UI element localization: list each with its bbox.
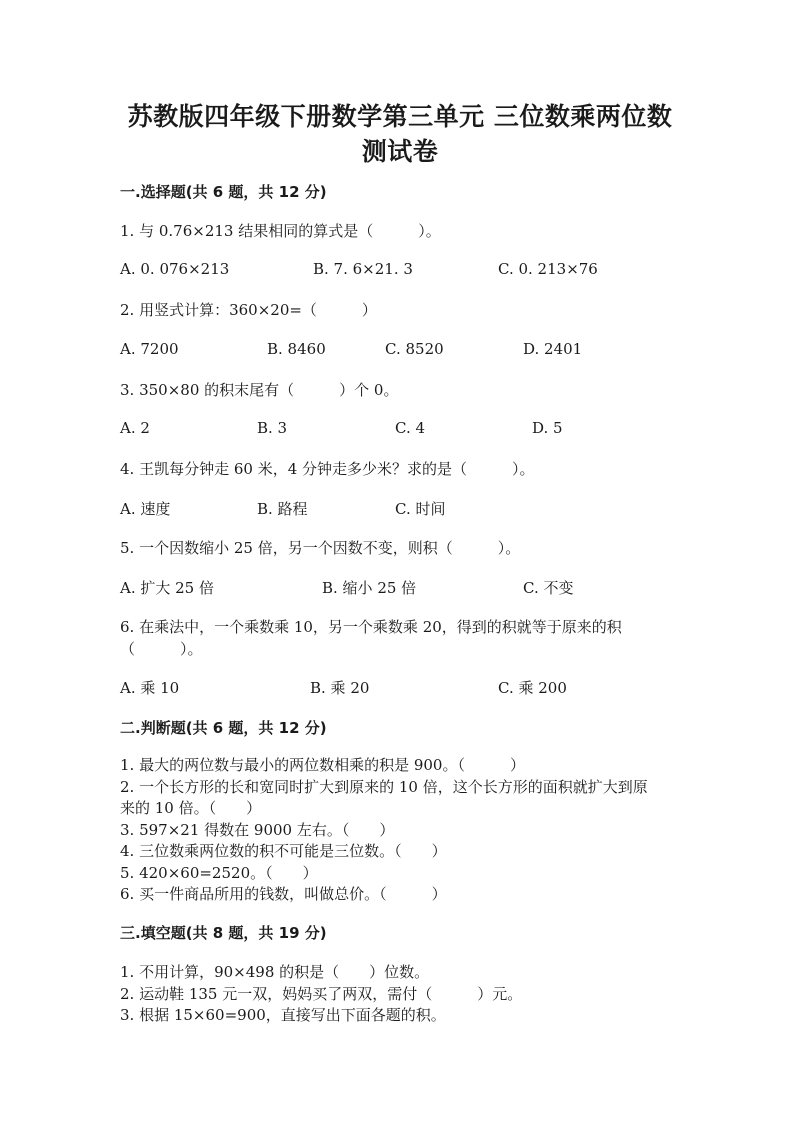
option-c: C. 乘 200 — [498, 679, 567, 697]
judge-item: 5. 420×60=2520。（ ） — [120, 864, 318, 882]
section-heading-fill: 三.填空题(共 8 题，共 19 分) — [120, 924, 327, 942]
option-c: C. 不变 — [523, 579, 574, 597]
fill-item: 1. 不用计算，90×498 的积是（ ）位数。 — [120, 963, 430, 981]
option-a: A. 速度 — [120, 500, 171, 518]
judge-item: 2. 一个长方形的长和宽同时扩大到原来的 10 倍，这个长方形的面积就扩大到原 — [120, 778, 648, 796]
question-stem-continued: （ ）。 — [120, 640, 203, 658]
option-d: D. 2401 — [523, 340, 583, 358]
question-stem: 6. 在乘法中，一个乘数乘 10，另一个乘数乘 20，得到的积就等于原来的积 — [120, 618, 622, 636]
option-b: B. 缩小 25 倍 — [322, 579, 417, 597]
option-b: B. 乘 20 — [310, 679, 370, 697]
option-b: B. 3 — [257, 419, 288, 437]
question-stem: 2. 用竖式计算：360×20=（ ） — [120, 301, 377, 319]
judge-item-continued: 来的 10 倍。（ ） — [120, 799, 262, 817]
fill-item: 3. 根据 15×60=900，直接写出下面各题的积。 — [120, 1006, 446, 1024]
option-a: A. 乘 10 — [120, 679, 180, 697]
section-heading-choice: 一.选择题(共 6 题，共 12 分) — [120, 183, 327, 201]
fill-item: 2. 运动鞋 135 元一双，妈妈买了两双，需付（ ）元。 — [120, 985, 523, 1003]
question-stem: 4. 王凯每分钟走 60 米，4 分钟走多少米？求的是（ ）。 — [120, 460, 535, 478]
section-heading-judge: 二.判断题(共 6 题，共 12 分) — [120, 719, 327, 737]
option-d: D. 5 — [532, 419, 563, 437]
option-c: C. 4 — [395, 419, 426, 437]
option-c: C. 时间 — [395, 500, 446, 518]
option-b: B. 8460 — [267, 340, 326, 358]
page-title: 苏教版四年级下册数学第三单元 三位数乘两位数 — [127, 102, 673, 131]
option-c: C. 0. 213×76 — [498, 260, 598, 278]
question-stem: 1. 与 0.76×213 结果相同的算式是（ ）。 — [120, 222, 441, 240]
option-b: B. 7. 6×21. 3 — [313, 260, 413, 278]
option-a: A. 扩大 25 倍 — [120, 579, 214, 597]
judge-item: 6. 买一件商品所用的钱数，叫做总价。（ ） — [120, 885, 447, 903]
judge-item: 4. 三位数乘两位数的积不可能是三位数。（ ） — [120, 842, 447, 860]
question-stem: 3. 350×80 的积末尾有（ ）个 0。 — [120, 381, 399, 399]
option-a: A. 0. 076×213 — [120, 260, 230, 278]
judge-item: 3. 597×21 得数在 9000 左右。（ ） — [120, 821, 395, 839]
page-title-line2: 测试卷 — [361, 137, 439, 166]
option-a: A. 2 — [120, 419, 150, 437]
option-b: B. 路程 — [257, 500, 308, 518]
option-a: A. 7200 — [120, 340, 179, 358]
judge-item: 1. 最大的两位数与最小的两位数相乘的积是 900。（ ） — [120, 756, 525, 774]
question-stem: 5. 一个因数缩小 25 倍，另一个因数不变，则积（ ）。 — [120, 539, 521, 557]
option-c: C. 8520 — [385, 340, 444, 358]
